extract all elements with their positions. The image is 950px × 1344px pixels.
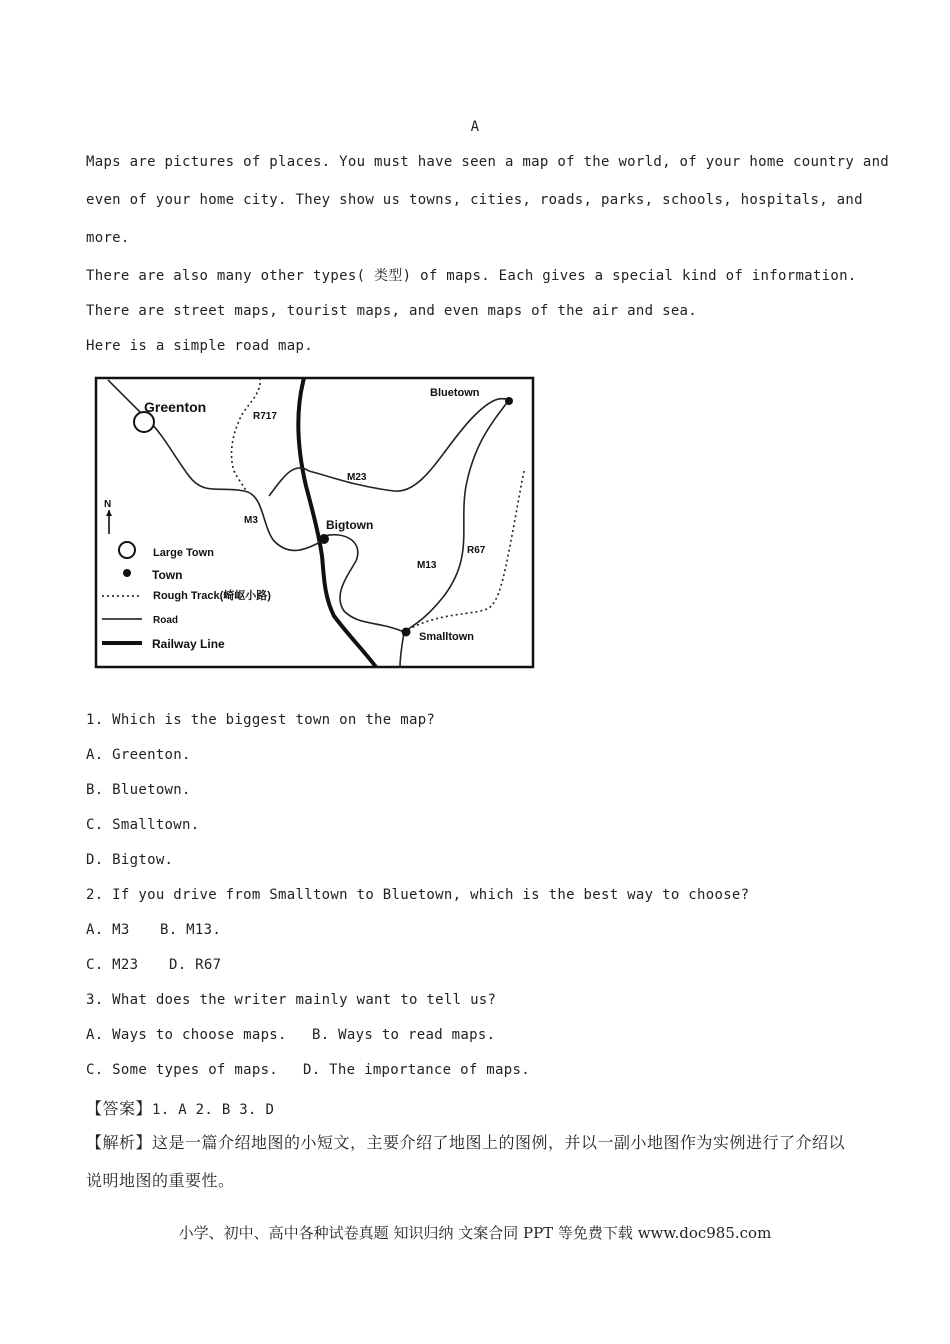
legend-large-town-icon [119, 542, 135, 558]
legend-town-icon [123, 569, 131, 577]
analysis-text1: 这是一篇介绍地图的小短文，主要介绍了地图上的图例，并以一副小地图作为实例进行了介绍以 [152, 1133, 846, 1152]
answer-text: 1. A 2. B 3. D [152, 1102, 275, 1118]
legend-railway: Railway Line [152, 637, 225, 651]
q3-option-c: C. Some types of maps. [86, 1062, 279, 1078]
greenton-label: Greenton [144, 399, 207, 415]
section-heading: A [470, 119, 480, 135]
legend-road: Road [153, 615, 178, 626]
intro-p2-line1: There are also many other types( 类型) of maps. Each gives a special kind of information. [86, 268, 857, 284]
bigtown-label: Bigtown [326, 518, 374, 532]
road-map [94, 376, 536, 670]
footer-text: 小学、初中、高中各种试卷真题 知识归纳 文案合同 PPT 等免费下载 www.doc985.com [178, 1224, 772, 1242]
legend-large-town: Large Town [153, 547, 214, 559]
m23-label: M23 [347, 472, 367, 483]
q1-option-c: C. Smalltown. [86, 817, 200, 833]
answer-line [86, 1096, 274, 1119]
intro-p2-line2: There are street maps, tourist maps, and even maps of the air and sea. [86, 303, 698, 319]
q3-option-d: D. The importance of maps. [303, 1062, 530, 1078]
legend-town: Town [152, 568, 183, 582]
analysis-line2: 说明地图的重要性。 [86, 1171, 235, 1190]
q1-option-a: A. Greenton. [86, 747, 191, 763]
legend-rough-track: Rough Track(崎岖小路) [153, 590, 271, 602]
smalltown-label: Smalltown [419, 631, 475, 643]
q2-option-c: C. M23 [86, 957, 139, 973]
bluetown-marker [505, 397, 513, 405]
greenton-marker [134, 412, 154, 432]
q2-option-d: D. R67 [169, 957, 222, 973]
bigtown-marker [319, 534, 329, 544]
q2-option-a: A. M3 [86, 922, 130, 938]
question-2: 2. If you drive from Smalltown to Bluetown, which is the best way to choose? [86, 887, 750, 903]
intro-p1-line2: even of your home city. They show us towns, cities, roads, parks, schools, hospitals, and [86, 192, 863, 208]
r717-label: R717 [253, 411, 277, 422]
q3-option-b: B. Ways to read maps. [312, 1027, 496, 1043]
q3-option-a: A. Ways to choose maps. [86, 1027, 287, 1043]
answer-label: 【答案】 [86, 1099, 153, 1118]
m13-label: M13 [417, 560, 437, 571]
question-1: 1. Which is the biggest town on the map? [86, 712, 436, 728]
q1-option-d: D. Bigtow. [86, 852, 174, 868]
analysis-label: 【解析】 [86, 1133, 153, 1152]
r67-label: R67 [467, 545, 486, 556]
intro-p1-line1: Maps are pictures of places. You must have seen a map of the world, of your home country and [86, 154, 890, 170]
question-3: 3. What does the writer mainly want to tell us? [86, 992, 497, 1008]
intro-p1-line3: more. [86, 230, 130, 246]
m3-label: M3 [244, 515, 258, 526]
north-label: N [104, 499, 112, 510]
q2-option-b: B. M13. [160, 922, 222, 938]
bluetown-label: Bluetown [430, 387, 480, 399]
analysis-line1 [86, 1130, 845, 1153]
intro-p3: Here is a simple road map. [86, 338, 313, 354]
smalltown-marker [402, 628, 411, 637]
q1-option-b: B. Bluetown. [86, 782, 191, 798]
